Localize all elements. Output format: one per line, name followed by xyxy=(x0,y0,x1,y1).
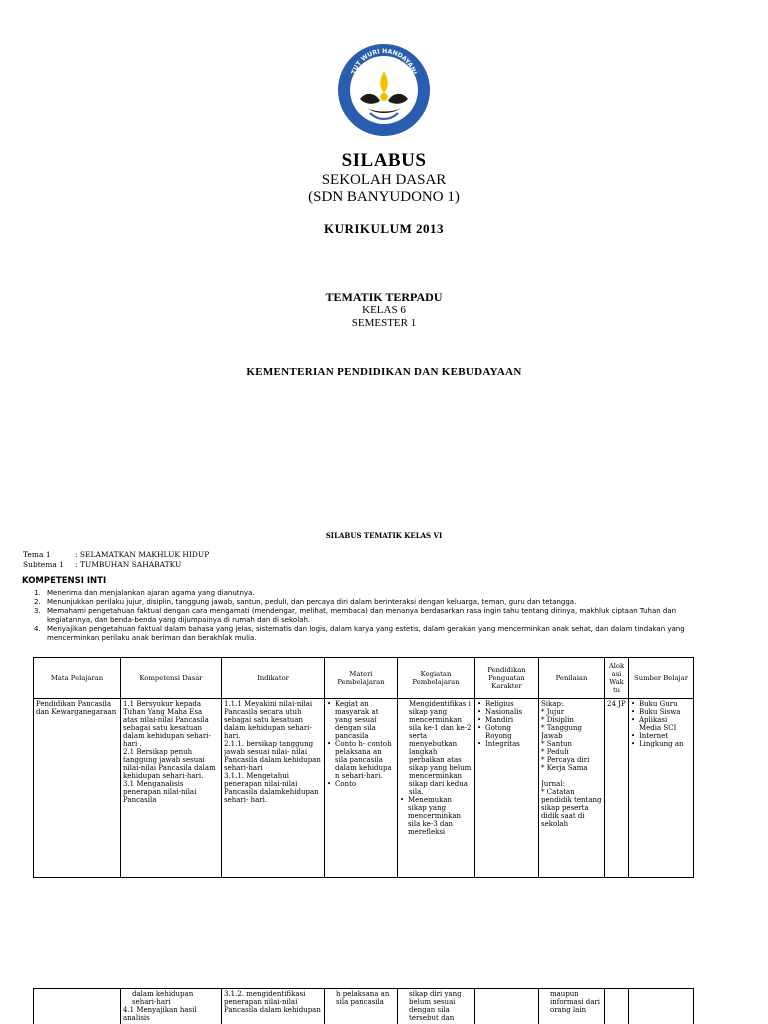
penilaian-sikap-label: Sikap: xyxy=(541,700,564,708)
cell-kegiatan xyxy=(398,989,475,1024)
ki-text: Memahami pengetahuan faktual dengan cara mengamati (mendengar, melihat, membaca) dan menanya berdasarkan rasa ingin tahu tentang dirinya, makhluk ciptaan Tuhan dan kegiatannya, dan benda-benda yang dijumpainya di rumah dan di sekolah. xyxy=(47,607,677,624)
cell-mapel xyxy=(34,699,121,878)
cell-indikator xyxy=(222,989,325,1024)
sumber-item: • Internet xyxy=(631,732,691,740)
tema-value: : SELAMATKAN MAKHLUK HIDUP xyxy=(75,550,210,559)
cell-kd xyxy=(121,989,222,1024)
ki-number: 1. xyxy=(34,589,41,597)
materi-item: • Conto xyxy=(327,780,395,788)
class-level: KELAS 6 xyxy=(362,304,406,316)
cell-waktu xyxy=(605,989,629,1024)
ki-number: 2. xyxy=(34,598,41,606)
karakter-item: • Religius xyxy=(477,700,536,708)
mapel-text: Pendidikan Pancasila dan Kewarganegaraan xyxy=(36,700,117,716)
penilaian-item: * Tanggung Jawab xyxy=(541,724,582,740)
indikator-item: 3.1.2. mengidentifikasi penerapan nilai-nilai Pancasila dalam kehidupan xyxy=(224,990,321,1014)
header-indikator: Indikator xyxy=(222,658,325,699)
subtema-label: Subtema 1 xyxy=(23,560,64,569)
table-header-row xyxy=(34,658,694,699)
header-penilaian: Penilaian xyxy=(539,658,605,699)
cell-mapel xyxy=(34,989,121,1024)
indikator-item: 1.1.1 Meyakini nilai-nilai Pancasila secara utuh sebagai satu kesatuan dalam kehidupan sehari-hari. xyxy=(224,700,313,740)
cover-title: SILABUS xyxy=(341,150,427,171)
karakter-item: • Gotong Royong xyxy=(477,724,536,740)
cell-sumber xyxy=(629,699,694,878)
penilaian-item: * Jujur xyxy=(541,708,565,716)
cell-kd xyxy=(121,699,222,878)
curriculum: KURIKULUM 2013 xyxy=(323,221,445,236)
kd-item: 4.1 Menyajikan hasil analisis xyxy=(123,1006,197,1022)
syllabus-table xyxy=(33,657,694,878)
logo-pen-tip xyxy=(380,93,388,101)
penilaian-jurnal-label: Jurnal: xyxy=(541,780,565,788)
table-row xyxy=(34,699,694,878)
cell-waktu xyxy=(605,699,629,878)
kd-item: 2.1 Bersikap penuh tanggung jawab sesuai nilai-nilai Pancasila dalam kehidupan sehari-hari. xyxy=(123,748,216,780)
cell-karakter xyxy=(475,699,539,878)
theme-type: TEMATIK TERPADU xyxy=(325,290,443,304)
ki-number: 4. xyxy=(34,625,41,633)
karakter-item: • Nasionalis xyxy=(477,708,536,716)
penilaian-item: * Disiplin xyxy=(541,716,574,724)
karakter-item: • Mandiri xyxy=(477,716,536,724)
penilaian-item: * Peduli xyxy=(541,748,569,756)
ki-item xyxy=(34,607,694,625)
kompetensi-inti-list xyxy=(34,589,694,643)
header-karakter: Pendidikan Penguatan Karakter xyxy=(475,658,539,699)
penilaian-item: * Percaya diri xyxy=(541,756,590,764)
header-kompetensi-dasar: Kompetensi Dasar xyxy=(121,658,222,699)
ki-text: Menunjukkan perilaku jujur, disiplin, tanggung jawab, santun, peduli, dan percaya diri dalam berinteraksi dengan keluarga, teman, guru dan tetangga. xyxy=(47,598,577,606)
tema-line xyxy=(23,550,209,559)
sumber-item: • Buku Guru xyxy=(631,700,691,708)
header-sumber-belajar: Sumber Belajar xyxy=(629,658,694,699)
document-title: SILABUS TEMATIK KELAS VI xyxy=(325,531,443,540)
kd-item: dalam kehidupan sehari-hari xyxy=(132,990,194,1006)
penilaian-item: maupun informasi dari orang lain xyxy=(550,990,601,1014)
header-mata-pelajaran: Mata Pelajaran xyxy=(34,658,121,699)
ministry-name: KEMENTERIAN PENDIDIKAN DAN KEBUDAYAAN xyxy=(246,366,522,378)
header-materi: Materi Pembelajaran xyxy=(325,658,398,699)
materi-item: h pelaksana an sila pancasila xyxy=(336,990,390,1006)
penilaian-jurnal: * Catatan pendidik tentang sikap peserta didik saat di sekolah xyxy=(541,788,602,828)
cell-indikator xyxy=(222,699,325,878)
ki-item xyxy=(34,589,694,598)
penilaian-item: * Santun xyxy=(541,740,573,748)
kegiatan-item: sikap diri yang belum sesuai dengan sila tersebut dan xyxy=(409,990,462,1022)
tema-label: Tema 1 xyxy=(23,550,51,559)
kd-item: 1.1 Bersyukur kepada Tuhan Yang Maha Esa atas nilai-nilai Pancasila sebagai satu kesatuan dalam kehidupan sehari-hari . xyxy=(123,700,211,748)
cell-materi xyxy=(325,989,398,1024)
school-name: SEKOLAH DASAR xyxy=(321,172,447,188)
waktu-text: 24 JP xyxy=(607,700,626,708)
ki-item xyxy=(34,625,694,643)
ki-text: Menyajikan pengetahuan faktual dalam bahasa yang jelas, sistematis dan logis, dalam karya yang estetis, dalam gerakan yang mencerminkan anak sehat, dan dalam tindakan yang mencerminkan perilaku anak beriman dan berakhlak mulia. xyxy=(47,625,685,642)
cell-penilaian xyxy=(539,989,605,1024)
kompetensi-inti-heading: KOMPETENSI INTI xyxy=(22,576,107,586)
cell-karakter xyxy=(475,989,539,1024)
indikator-item: 2.1.1. bersikap tanggung jawab sesuai nilai- nilai Pancasila dalam kehidupan sehari-hari xyxy=(224,740,321,772)
ki-item xyxy=(34,598,694,607)
subtema-value: : TUMBUHAN SAHABATKU xyxy=(75,560,182,569)
materi-item: • Kegiat an masyarak at yang sesuai dengan sila pancasila xyxy=(327,700,395,740)
tut-wuri-handayani-logo xyxy=(336,41,432,139)
ki-text: Menerima dan menjalankan ajaran agama yang dianutnya. xyxy=(47,589,255,597)
header-kegiatan: Kegiatan Pembelajaran xyxy=(398,658,475,699)
materi-item: • Conto h- contoh pelaksana an sila pancasila dalam kehidupa n sehari-hari. xyxy=(327,740,395,780)
cell-materi xyxy=(325,699,398,878)
cell-penilaian xyxy=(539,699,605,878)
kd-item: 3.1 Menganalisis penerapan nilai-nilai Pancasila xyxy=(123,780,197,804)
penilaian-item: * Kerja Sama xyxy=(541,764,588,772)
indikator-item: 3.1.1. Mengetahui penerapan nilai-nilai Pancasila dalamkehidupan sehari- hari. xyxy=(224,772,319,804)
sumber-item: • Aplikasi Media SCI xyxy=(631,716,691,732)
semester: SEMESTER 1 xyxy=(351,317,417,329)
subtema-line xyxy=(23,560,181,569)
karakter-item: • Integritas xyxy=(477,740,536,748)
syllabus-table-continued xyxy=(33,988,694,1024)
kegiatan-item: • Menemukan sikap yang mencerminkan sila ke-3 dan merefleksi xyxy=(400,796,472,836)
table-row xyxy=(34,989,694,1024)
ki-number: 3. xyxy=(34,607,41,615)
cell-sumber xyxy=(629,989,694,1024)
logo-arc-text: TUT WURI HANDAYANI xyxy=(350,47,418,76)
sumber-item: • Lingkung an xyxy=(631,740,691,748)
school-unit: (SDN BANYUDONO 1) xyxy=(308,189,460,205)
kegiatan-item: Mengidentifikas i sikap yang mencerminkan sila ke-1 dan ke-2 serta menyebutkan langkah perbaikan atas sikap yang belum mencerminkan sikap dari kedua sila. xyxy=(409,700,472,796)
sumber-item: • Buku Siswa xyxy=(631,708,691,716)
header-alokasi-waktu: Alok asi Wak tu xyxy=(605,658,629,699)
cell-kegiatan xyxy=(398,699,475,878)
